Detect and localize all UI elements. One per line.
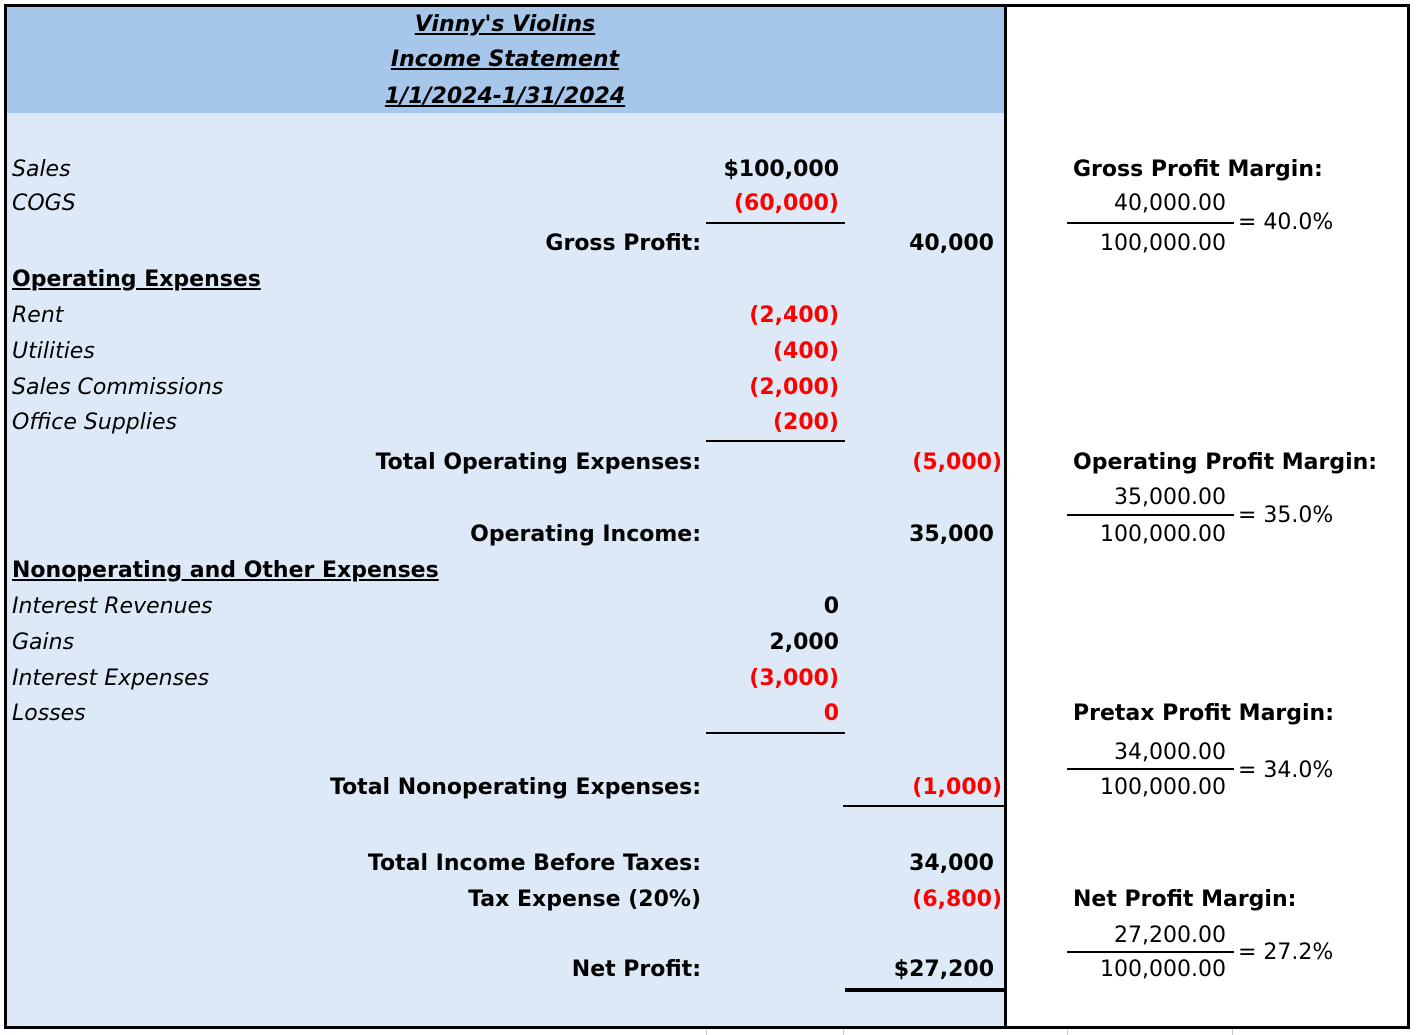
statement-title: Income Statement [390,47,620,72]
opex-underline [706,440,845,442]
gridline [1067,1029,1068,1035]
utilities-amount: (400) [772,339,839,364]
office-supplies-amount: (200) [772,410,839,435]
pretax-margin-title: Pretax Profit Margin: [1073,701,1335,726]
company-name: Vinny's Violins [414,12,596,37]
net-margin-fraction-bar [1067,951,1234,953]
utilities-label: Utilities [12,339,95,364]
income-before-taxes-amount: 34,000 [909,851,994,876]
tax-expense-label: Tax Expense (20%) [468,887,701,912]
cogs-underline [706,222,845,224]
operating-margin-title: Operating Profit Margin: [1073,450,1378,475]
statement-period: 1/1/2024-1/31/2024 [384,84,626,109]
total-operating-expenses-label: Total Operating Expenses: [375,450,701,475]
net-margin-result: = 27.2% [1238,940,1334,965]
sales-label: Sales [12,157,71,182]
interest-revenues-label: Interest Revenues [12,594,213,619]
net-profit-amount: $27,200 [893,957,994,982]
gross-margin-title: Gross Profit Margin: [1073,157,1323,182]
operating-margin-result: = 35.0% [1238,503,1334,528]
interest-expenses-label: Interest Expenses [12,666,210,691]
gridline [843,1029,844,1035]
sales-commissions-amount: (2,000) [749,375,839,400]
gross-profit-label: Gross Profit: [545,231,701,256]
pretax-margin-fraction-bar [1067,768,1234,770]
sales-amount: $100,000 [723,157,839,182]
total-operating-expenses-amount: (5,000) [912,450,1002,475]
total-nonoperating-label: Total Nonoperating Expenses: [329,775,701,800]
gross-margin-denominator: 100,000.00 [1100,231,1226,256]
office-supplies-label: Office Supplies [12,410,177,435]
income-before-taxes-label: Total Income Before Taxes: [367,851,701,876]
gross-profit-amount: 40,000 [909,231,994,256]
cogs-amount: (60,000) [733,191,839,216]
net-margin-numerator: 27,200.00 [1114,923,1226,948]
rent-label: Rent [12,303,64,328]
nonoperating-underline [706,732,845,734]
operating-income-label: Operating Income: [470,522,701,547]
operating-margin-denominator: 100,000.00 [1100,522,1226,547]
operating-margin-numerator: 35,000.00 [1114,485,1226,510]
nonoperating-total-underline [843,805,1005,807]
interest-revenues-amount: 0 [823,594,839,619]
gains-label: Gains [12,630,75,655]
gross-margin-result: = 40.0% [1238,210,1334,235]
pretax-margin-denominator: 100,000.00 [1100,775,1226,800]
losses-label: Losses [12,701,86,726]
net-profit-double-underline [845,988,1005,992]
cogs-label: COGS [12,191,76,216]
gridline [706,1029,707,1035]
net-margin-title: Net Profit Margin: [1073,887,1297,912]
rent-amount: (2,400) [749,303,839,328]
gridline [1232,1029,1233,1035]
losses-amount: 0 [823,701,839,726]
operating-income-amount: 35,000 [909,522,994,547]
total-nonoperating-amount: (1,000) [912,775,1002,800]
gains-amount: 2,000 [769,630,839,655]
pretax-margin-numerator: 34,000.00 [1114,740,1226,765]
operating-expenses-heading: Operating Expenses [12,267,261,292]
gross-margin-numerator: 40,000.00 [1114,191,1226,216]
nonoperating-heading: Nonoperating and Other Expenses [12,558,439,583]
net-profit-label: Net Profit: [571,957,701,982]
sales-commissions-label: Sales Commissions [12,375,224,400]
tax-expense-amount: (6,800) [912,887,1002,912]
operating-margin-fraction-bar [1067,514,1234,516]
gross-margin-fraction-bar [1067,222,1234,224]
pretax-margin-result: = 34.0% [1238,758,1334,783]
net-margin-denominator: 100,000.00 [1100,957,1226,982]
interest-expenses-amount: (3,000) [749,666,839,691]
